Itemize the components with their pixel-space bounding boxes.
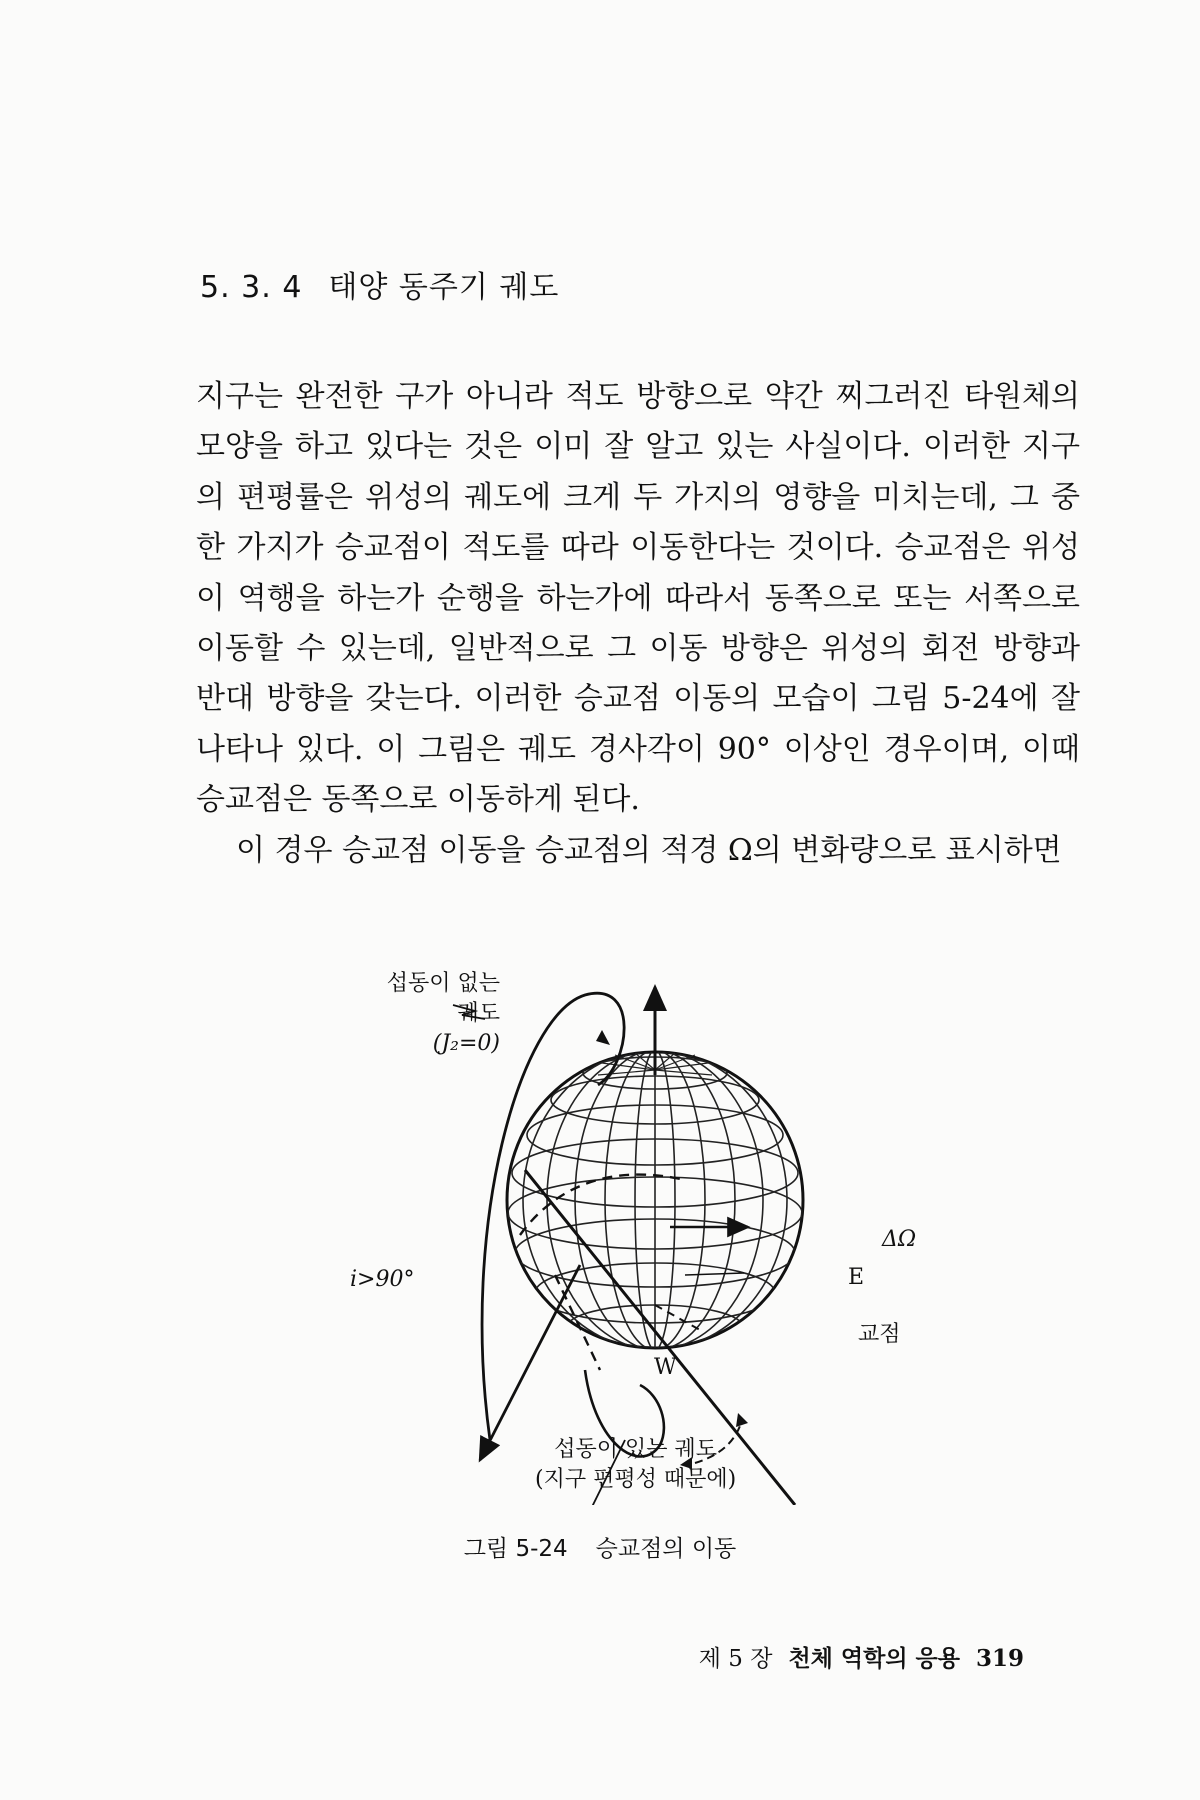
caption-number: 그림 5-24 [463, 1536, 568, 1562]
paragraph-2: 이 경우 승교점 이동을 승교점의 적경 Ω의 변화량으로 표시하면 [236, 832, 1062, 868]
caption-text: 승교점의 이동 [595, 1536, 737, 1562]
label-east: E [848, 1265, 865, 1290]
paragraph-1: 지구는 완전한 구가 아니라 적도 방향으로 약간 찌그러진 타원체의 모양을 하고 있다는 것은 이미 잘 알고 있는 사실이다. 이러한 지구의 편평률은 위성의 궤도에 크게 두 가지의 영향을 미치는데, 그 중 한 가지가 승교점이 적도를 따라 이동한다는 것이다. 승교점은 위성이 역행을 하는가 순행을 하는가에 따라서 동쪽으로 또는 서쪽으로 이동할 수 있는데, 일반적으로 그 이동 방향은 위성의 회전 방향과 반대 방향을 갖는다. 이러한 승교점 이동의 모습이 그림 5-24에 잘 나타나 있다. 이 그림은 궤도 경사각이 90° 이상인 경우이며, 이때 승교점은 동쪽으로 이동하게 된다. [196, 379, 1080, 818]
label-inclination: i>90° [350, 1267, 415, 1292]
page-footer [699, 1640, 1024, 1673]
footer-chapter: 제 5 장 [698, 1646, 773, 1672]
page-number: 319 [975, 1645, 1024, 1672]
body-text [196, 372, 1080, 876]
label-delta-omega: ΔΩ [882, 1227, 917, 1252]
figure-caption [0, 1530, 1200, 1563]
label-node: 교점 [858, 1322, 901, 1347]
section-number: 5. 3. 4 [200, 270, 303, 305]
footer-title: 천체 역학의 응용 [788, 1645, 960, 1672]
section-title: 태양 동주기 궤도 [328, 270, 560, 305]
label-perturbed-orbit: 섭동이 있는 궤도 (지구 편평성 때문에) [535, 1437, 737, 1492]
section-heading [200, 262, 559, 306]
label-unperturbed-orbit: 섭동이 없는 궤도 (J₂=0) [386, 971, 500, 1056]
label-west: W [654, 1355, 677, 1380]
figure-node-regression [340, 971, 940, 1505]
globe-grid [508, 1045, 802, 1355]
